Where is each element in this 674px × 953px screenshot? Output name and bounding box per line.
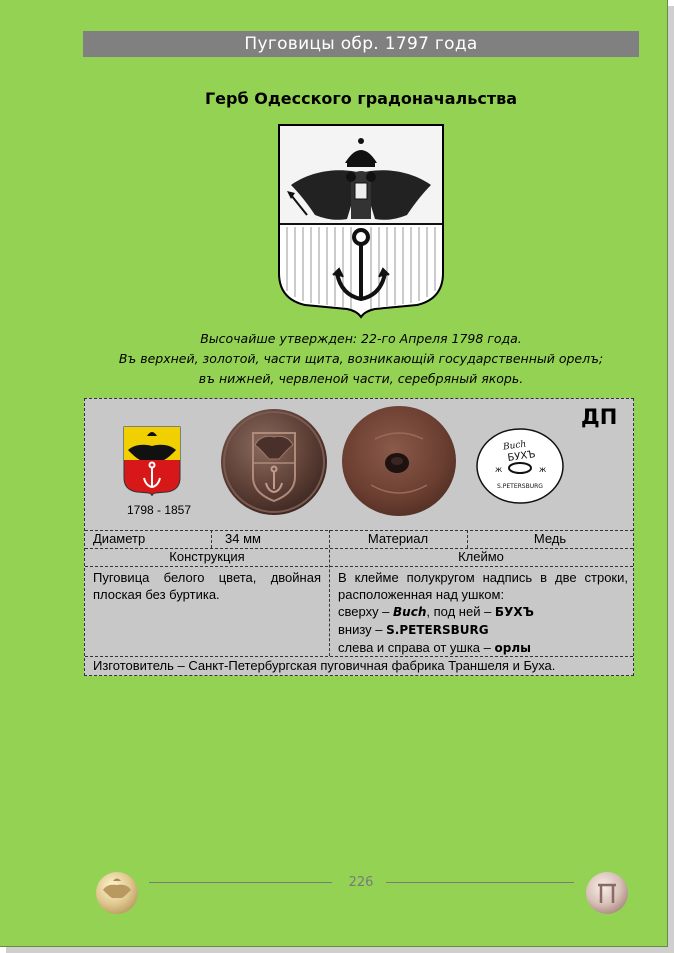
col-divider [211,530,212,548]
footer-button-monogram-icon [585,871,629,915]
diameter-value: 34 мм [225,531,261,546]
maker-text: Изготовитель – Санкт-Петербургская пуговичная фабрика Траншеля и Буха. [93,658,556,673]
stamp-eagle-right-icon: ж [539,465,547,474]
maker-stamp-drawing [475,428,565,504]
hatching [280,223,442,225]
diameter-label: Диаметр [93,531,146,546]
stamp-top-text: Buch [502,439,527,453]
caption-line: въ нижней, червленой части, серебряный якорь. [198,371,524,386]
mark-line [338,639,628,657]
mark-line [338,603,628,621]
caption [83,329,639,389]
footer-rule-left [149,882,332,883]
stamp-bottom-text: S.PETERSBURG [497,483,543,490]
caption-line: Въ верхней, золотой, части щита, возникающій государственный орелъ; [118,351,604,366]
mark-text: слева и справа от ушка – [338,640,495,655]
mark-text-buch: Buch [393,605,427,619]
material-value: Медь [533,531,567,546]
mark-text: , под ней – [426,604,495,619]
mark-text-eagles: орлы [494,641,531,655]
years-range: 1798 - 1857 [126,503,192,517]
mark-text-bukh: БУХЪ [494,605,534,619]
coat-of-arms-color-icon [123,426,181,496]
mark-label: Клеймо [458,549,504,564]
button-back-photo [341,405,457,517]
info-table [84,398,634,676]
mark-text-petersburg: S.PETERSBURG [386,623,489,637]
stamp-middle-text: БУХЪ [506,449,537,464]
stamp-eagle-left-icon: ж [495,465,503,474]
row-divider [85,566,633,567]
mark-line [338,621,628,639]
coat-of-arms-engraving [277,123,445,319]
footer-rule-right [386,882,574,883]
page-title: Пуговицы обр. 1797 года [83,31,639,57]
mark-line: В клейме полукругом надпись в две строки, расположенная над ушком: [338,570,628,602]
construction-text: Пуговица белого цвета, двойная плоская без буртика. [93,570,321,602]
mark-text: внизу – [338,622,387,637]
mark-description [338,569,628,657]
page-shadow-right [668,6,674,953]
catalog-badge: ДП [581,405,618,429]
page-shadow-bottom [6,947,674,953]
mark-text: сверху – [338,604,394,619]
material-label: Материал [367,531,429,546]
caption-line: Высочайше утвержден: 22-го Апреля 1798 года. [200,331,522,346]
footer-button-eagle-icon [95,871,139,915]
construction-label: Конструкция [169,549,245,564]
section-heading: Герб Одесского градоначальства [204,89,518,108]
button-front-photo [219,407,329,517]
page-number: 226 [348,875,374,890]
